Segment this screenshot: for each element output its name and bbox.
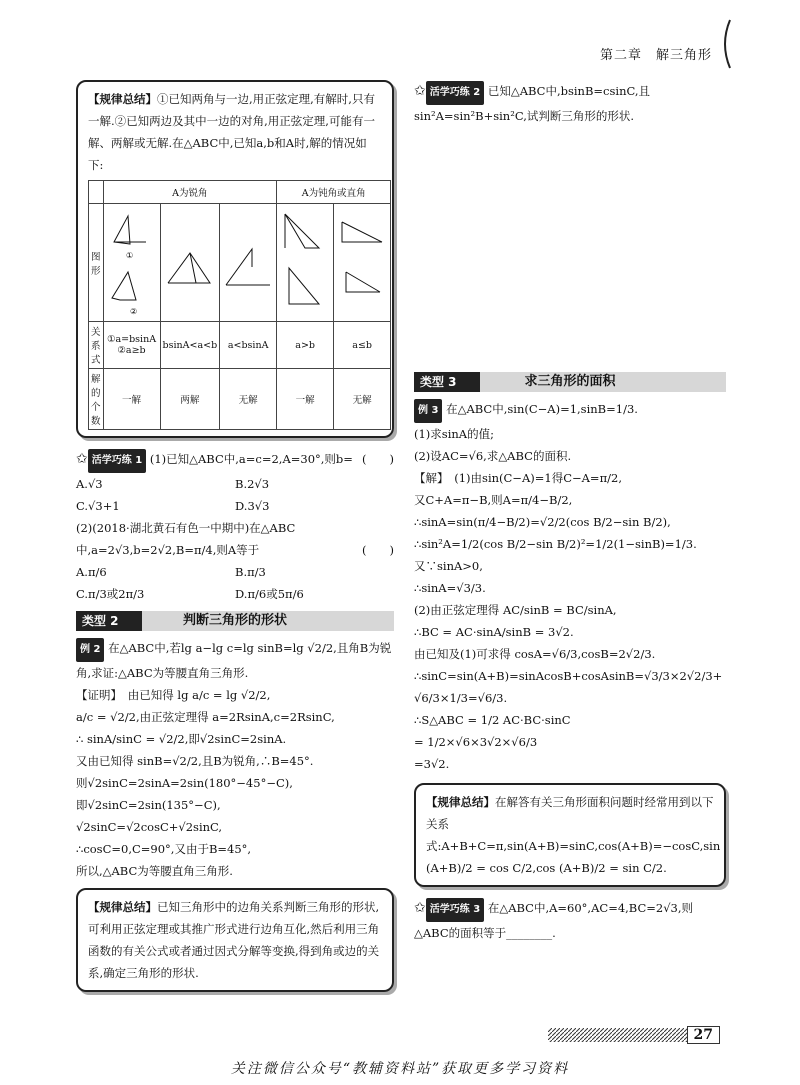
example-3 <box>414 398 726 775</box>
example3-line: (2)设AC=√6,求△ABC的面积. <box>414 449 572 463</box>
example3-line: = 1/2×√6×3√2×√6/3 <box>414 735 538 749</box>
example3-line: ∴BC = AC·sinA/sinB = 3√2. <box>414 625 574 639</box>
summary1-text: 【规律总结】①已知两角与一边,用正弦定理,有解时,只有一解.②已知两边及其中一边的对角,用正弦定理,可能有一解、两解或无解.在△ABC中,已知a,b和A时,解的情况如下: <box>88 92 375 172</box>
type2-tag: 类型 2 <box>76 611 142 631</box>
example3-line: 由已知及(1)可求得 cosA=√6/3,cosB=2√2/3. <box>414 647 656 661</box>
row-figure-label: 图形 <box>89 204 104 322</box>
summary3-text: 【规律总结】在解答有关三角形面积问题时经常用到以下关系式:A+B+C=π,sin(A+B)=sinC,cos(A+B)=−cosC,sin (A+B)/2 = cos C/2,cos (A+B)/2 = sin C/2. <box>426 795 721 875</box>
header-brace-decoration <box>716 18 738 70</box>
relation-cell: bsinA<a<b <box>160 322 220 369</box>
practice2-label: 活学巧练 2 <box>426 81 484 105</box>
star-icon: ✩ <box>414 83 426 99</box>
option: A.√3 <box>76 477 103 491</box>
example3-line: ∴sinA=sin(π/4−B/2)=√2/2(cos B/2−sin B/2), <box>414 515 671 529</box>
example3-line: (1)求sinA的值; <box>414 427 494 441</box>
example3-line: √6/3×1/3=√6/3. <box>414 691 508 705</box>
example3-line: 又C+A=π−B,则A=π/4−B/2, <box>414 493 573 507</box>
option: A.π/6 <box>76 565 107 579</box>
example3-line: 【解】 (1)由sin(C−A)=1得C−A=π/2, <box>414 471 622 485</box>
summary2-text: 【规律总结】已知三角形中的边角关系判断三角形的形状,可利用正弦定理或其推广形式进行边角互化,然后利用三角函数的有关公式或者通过因式分解等变换,得到角或边的关系,确定三角形的形状. <box>88 900 380 980</box>
type3-banner <box>414 372 726 392</box>
right-column-lower <box>414 366 726 944</box>
example2-line: 所以,△ABC为等腰直角三角形. <box>76 864 233 878</box>
left-column <box>76 80 394 992</box>
example3-line: ∴sinA=√3/3. <box>414 581 486 595</box>
summary-box-2 <box>76 888 394 992</box>
example3-line: ∴sinC=sin(A+B)=sinAcosB+cosAsinB=√3/3×2√2/3+ <box>414 669 723 683</box>
count-cell: 一解 <box>103 369 160 430</box>
solution-cases-table <box>88 180 391 430</box>
count-cell: 两解 <box>160 369 220 430</box>
option: B.π/3 <box>235 565 266 579</box>
practice-2 <box>414 80 726 127</box>
summary-box-3 <box>414 783 726 887</box>
example2-line: √2sinC=√2cosC+√2sinC, <box>76 820 223 834</box>
option: C.π/3或2π/3 <box>76 587 145 601</box>
practice1-q1: (1)已知△ABC中,a=c=2,A=30°,则b= <box>149 452 353 466</box>
summary-box-1 <box>76 80 394 438</box>
practice-1 <box>76 448 394 605</box>
star-icon: ✩ <box>414 900 426 916</box>
page-number: 27 <box>687 1026 720 1044</box>
count-cell: 无解 <box>334 369 391 430</box>
practice3-text: 在△ABC中,A=60°,AC=4,BC=2√3,则△ABC的面积等于________. <box>414 901 694 940</box>
example2-line: 又由已知得 sinB=√2/2,且B为锐角,∴B=45°. <box>76 754 314 768</box>
example3-line: ∴sin²A=1/2(cos B/2−sin B/2)²=1/2(1−sinB)=1/3. <box>414 537 697 551</box>
example2-line: ∴ sinA/sinC = √2/2,即√2sinC=2sinA. <box>76 732 287 746</box>
row-relation-label: 关系式 <box>89 322 104 369</box>
option: D.π/6或5π/6 <box>235 587 304 601</box>
relation-cell: a<bsinA <box>220 322 277 369</box>
svg-text:①: ① <box>125 250 133 260</box>
head-acute: A为锐角 <box>103 181 277 204</box>
figure-obtuse-one-solution <box>277 204 334 322</box>
example3-line: ∴S△ABC = 1/2 AC·BC·sinC <box>414 713 571 727</box>
relation-cell: ①a=bsinA ②a≥b <box>103 322 160 369</box>
example2-line: ∴cosC=0,C=90°,又由于B=45°, <box>76 842 252 856</box>
practice1-q2: (2)(2018·湖北黄石有色一中期中)在△ABC中,a=2√3,b=2√2,B=π/4,则A等于 <box>76 521 296 557</box>
type2-banner <box>76 611 394 631</box>
example2-label: 例 2 <box>76 638 104 662</box>
row-count-label: 解的个数 <box>89 369 104 430</box>
relation-cell: a>b <box>277 322 334 369</box>
example3-line: 又∵sinA>0, <box>414 559 483 573</box>
figure-one-solution <box>103 204 160 322</box>
example3-line: 在△ABC中,sin(C−A)=1,sinB=1/3. <box>446 402 638 416</box>
figure-no-solution-acute <box>220 204 277 322</box>
example2-line: 在△ABC中,若lg a−lg c=lg sinB=lg √2/2,且角B为锐角,求证:△ABC为等腰直角三角形. <box>76 641 392 680</box>
example3-line: =3√2. <box>414 757 450 771</box>
example3-label: 例 3 <box>414 399 442 423</box>
practice3-label: 活学巧练 3 <box>426 898 484 922</box>
right-column <box>414 80 726 127</box>
type3-tag: 类型 3 <box>414 372 480 392</box>
count-cell: 无解 <box>220 369 277 430</box>
example2-line: 【证明】 由已知得 lg a/c = lg √2/2, <box>76 688 271 702</box>
example2-line: 即√2sinC=2sin(135°−C), <box>76 798 221 812</box>
figure-obtuse-no-solution <box>334 204 391 322</box>
answer-paren: ( ) <box>362 452 394 466</box>
practice-3 <box>414 897 726 944</box>
figure-two-solutions <box>160 204 220 322</box>
type3-title: 求三角形的面积 <box>524 374 616 389</box>
example2-line: 则√2sinC=2sinA=2sin(180°−45°−C), <box>76 776 293 790</box>
option: B.2√3 <box>235 477 270 491</box>
practice1-q2-options <box>76 561 394 605</box>
type2-title: 判断三角形的形状 <box>182 613 287 628</box>
practice2-text: 已知△ABC中,bsinB=csinC,且sin²A=sin²B+sin²C,试判断三角形的形状. <box>414 84 651 123</box>
svg-text:②: ② <box>129 306 137 316</box>
chapter-title: 第二章 解三角形 <box>599 48 712 63</box>
count-cell: 一解 <box>277 369 334 430</box>
example-2 <box>76 637 394 882</box>
relation-cell: a≤b <box>334 322 391 369</box>
answer-paren: ( ) <box>362 543 394 557</box>
head-obtuse: A为钝角或直角 <box>277 181 391 204</box>
practice1-q1-options <box>76 473 394 517</box>
example3-line: (2)由正弦定理得 AC/sinB = BC/sinA, <box>414 603 617 617</box>
option: D.3√3 <box>235 499 270 513</box>
example2-line: a/c = √2/2,由正弦定理得 a=2RsinA,c=2RsinC, <box>76 710 335 724</box>
footer-note: 关注微信公众号“教辅资料站”获取更多学习资料 <box>230 1061 570 1077</box>
star-icon: ✩ <box>76 451 88 467</box>
option: C.√3+1 <box>76 499 120 513</box>
practice1-label: 活学巧练 1 <box>88 449 146 473</box>
